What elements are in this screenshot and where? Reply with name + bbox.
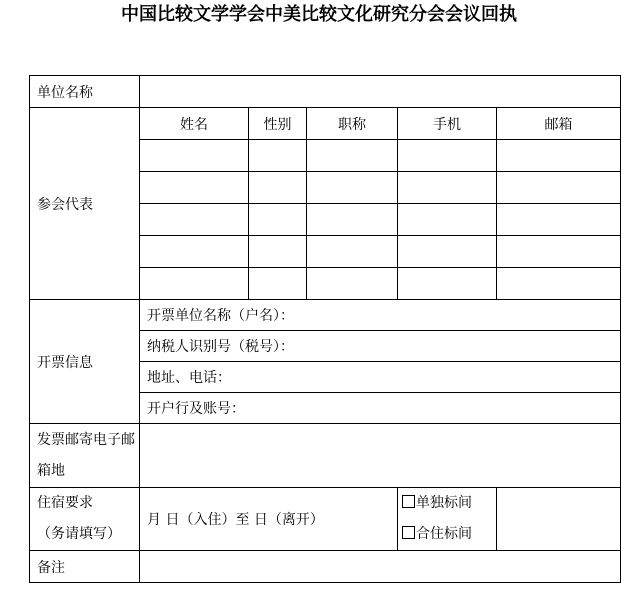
single-room-label: 单独标间: [416, 495, 472, 511]
delegate-gender-cell[interactable]: [249, 268, 307, 300]
delegate-gender-cell[interactable]: [249, 140, 307, 172]
remarks-row: [30, 551, 621, 583]
delegate-title-cell[interactable]: [307, 236, 398, 268]
invoice-row: [30, 300, 621, 331]
delegate-title-cell[interactable]: [307, 268, 398, 300]
invoice-email-input[interactable]: [140, 424, 621, 488]
delegate-name-cell[interactable]: [140, 268, 249, 300]
delegate-phone-cell[interactable]: [398, 172, 497, 204]
unit-name-input[interactable]: [140, 76, 621, 108]
delegate-gender-cell[interactable]: [249, 236, 307, 268]
header-gender: 性别: [249, 108, 307, 140]
unit-name-label: 单位名称: [30, 76, 140, 108]
delegate-email-cell[interactable]: [497, 172, 621, 204]
invoice-label: 开票信息: [30, 300, 140, 424]
delegate-email-cell[interactable]: [497, 236, 621, 268]
header-name: 姓名: [140, 108, 249, 140]
shared-room-label: 合住标间: [416, 526, 472, 542]
delegate-gender-cell[interactable]: [249, 172, 307, 204]
delegate-name-cell[interactable]: [140, 204, 249, 236]
invoice-tax-id-field[interactable]: 纳税人识别号（税号）：: [140, 331, 621, 362]
invoice-email-row: [30, 424, 621, 488]
delegate-title-cell[interactable]: [307, 204, 398, 236]
invoice-payee-field[interactable]: 开票单位名称（户名）：: [140, 300, 621, 331]
lodging-row: [30, 488, 621, 551]
lodging-label-line1: 住宿要求: [37, 495, 93, 511]
remarks-label: 备注: [30, 551, 140, 583]
delegate-phone-cell[interactable]: [398, 236, 497, 268]
lodging-label: [30, 488, 140, 551]
delegate-gender-cell[interactable]: [249, 204, 307, 236]
room-notes-cell[interactable]: [497, 488, 621, 551]
delegate-phone-cell[interactable]: [398, 268, 497, 300]
unit-name-row: [30, 76, 621, 108]
shared-room-option[interactable]: [402, 519, 496, 550]
invoice-bank-account-field[interactable]: 开户行及账号：: [140, 393, 621, 424]
room-options: [398, 488, 497, 551]
delegate-title-cell[interactable]: [307, 140, 398, 172]
delegate-email-cell[interactable]: [497, 268, 621, 300]
delegates-label: 参会代表: [30, 108, 140, 300]
remarks-input[interactable]: [140, 551, 621, 583]
delegate-phone-cell[interactable]: [398, 204, 497, 236]
lodging-dates-field[interactable]: 月 日（入住）至 日（离开）: [140, 488, 398, 551]
delegate-title-cell[interactable]: [307, 172, 398, 204]
registration-form-table: [29, 75, 621, 583]
delegate-email-cell[interactable]: [497, 204, 621, 236]
delegates-header-row: [30, 108, 621, 140]
header-email: 邮箱: [497, 108, 621, 140]
delegate-phone-cell[interactable]: [398, 140, 497, 172]
header-title: 职称: [307, 108, 398, 140]
delegate-name-cell[interactable]: [140, 172, 249, 204]
delegate-email-cell[interactable]: [497, 140, 621, 172]
lodging-label-line2: （务请填写）: [37, 526, 121, 542]
header-phone: 手机: [398, 108, 497, 140]
single-room-checkbox[interactable]: [402, 495, 415, 508]
invoice-email-label: 发票邮寄电子邮箱地: [30, 424, 140, 488]
page-title: 中国比较文学学会中美比较文化研究分会会议回执: [121, 4, 517, 25]
delegate-name-cell[interactable]: [140, 140, 249, 172]
invoice-address-phone-field[interactable]: 地址、电话：: [140, 362, 621, 393]
shared-room-checkbox[interactable]: [402, 526, 415, 539]
single-room-option[interactable]: [402, 488, 496, 519]
delegate-name-cell[interactable]: [140, 236, 249, 268]
